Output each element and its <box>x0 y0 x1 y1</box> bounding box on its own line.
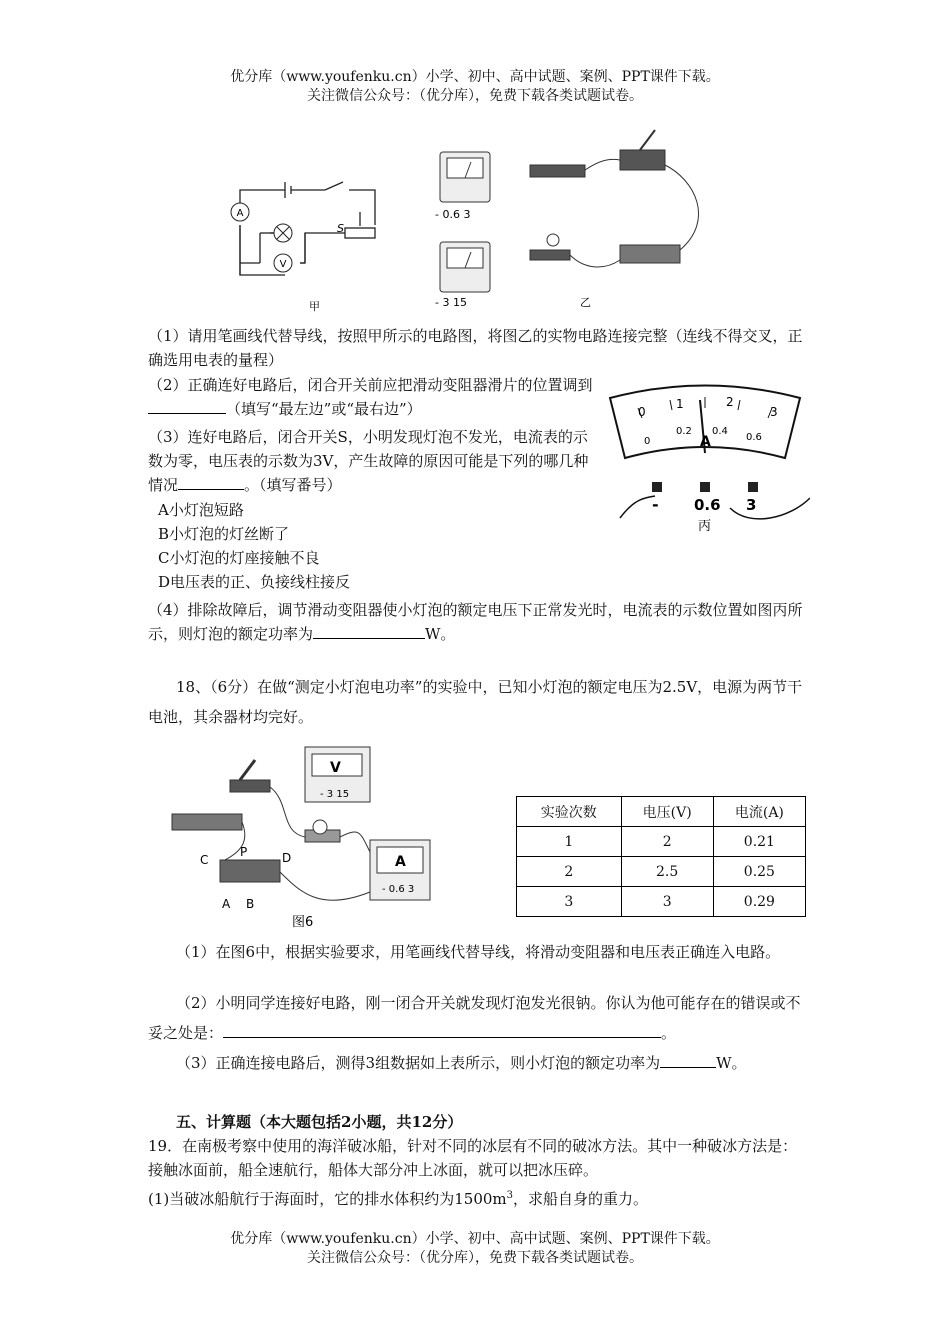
q18-part3-text: （3）正确连接电路后，测得3组数据如上表所示，则小灯泡的额定功率为 <box>176 1054 661 1072</box>
table-row <box>517 887 806 917</box>
table-row <box>517 857 806 887</box>
dial-bottom-2: 0.4 <box>712 426 728 437</box>
fig6-v-scale: - 3 15 <box>320 789 350 800</box>
switch-label: S <box>337 222 344 235</box>
table-header-row <box>517 797 806 827</box>
fig6-label: 图6 <box>292 915 314 930</box>
header-line-1: 优分库（www.youfenku.cn）小学、初中、高中试题、案例、PPT课件下载。 <box>230 69 720 85</box>
dial-bottom-1: 0.2 <box>676 426 692 437</box>
fig6-letter-p: P <box>240 845 248 859</box>
dial-unit: A <box>700 434 711 450</box>
figure-bing-label: 丙 <box>698 519 712 534</box>
dial-top-1: 1 <box>676 397 684 411</box>
fig6-ammeter: A <box>395 854 406 870</box>
voltmeter-device <box>440 242 490 292</box>
table-cell: 0.25 <box>713 857 805 887</box>
figure-jia-label: 甲 <box>309 300 320 313</box>
q18-blank-2[interactable] <box>223 1023 661 1038</box>
fig6-letter-c: C <box>200 853 209 867</box>
q18-intro: 18、（6分）在做“测定小灯泡电功率”的实验中，已知小灯泡的额定电压为2.5V，电源为两节干电池，其余器材均完好。 <box>148 678 803 726</box>
voltmeter-letter: V <box>279 259 287 270</box>
figure-yi-label: 乙 <box>580 296 591 309</box>
figure-6 <box>160 742 435 934</box>
circuit-figure-top <box>225 120 725 320</box>
dial-top-2: 2 <box>726 395 734 409</box>
table-header: 电流(A) <box>713 797 805 827</box>
q19-part1-text: (1)当破冰船航行于海面时，它的排水体积约为1500m <box>148 1190 507 1208</box>
page-header <box>0 68 950 106</box>
q18-part3-unit: W。 <box>716 1054 747 1072</box>
header-line-2: 关注微信公众号：（优分库），免费下载各类试题试卷。 <box>307 88 643 104</box>
q17-blank-4[interactable] <box>313 624 425 639</box>
q17-options <box>158 498 598 594</box>
meter1-scale: - 0.6 3 <box>435 208 471 221</box>
footer-line-1: 优分库（www.youfenku.cn）小学、初中、高中试题、案例、PPT课件下载。 <box>230 1231 720 1247</box>
q19-intro: 19．在南极考察中使用的海洋破冰船，针对不同的冰层有不同的破冰方法。其中一种破冰方法是：接触冰面前，船全速航行，船体大部分冲上冰面，就可以把冰压碎。 <box>148 1137 798 1179</box>
option-d: D电压表的正、负接线柱接反 <box>158 573 351 591</box>
q17-part3 <box>148 425 593 497</box>
section5-title: 五、计算题（本大题包括2小题，共12分） <box>176 1113 463 1131</box>
q17-part2-hint: （填写“最左边”或“最右边”） <box>226 400 422 418</box>
q18-part2-text: （2）小明同学连接好电路，刚一闭合开关就发现灯泡发光很钠。你认为他可能存在的错误或不妥之处是： <box>148 994 801 1042</box>
q18-part2 <box>148 988 808 1048</box>
ammeter-device <box>440 152 490 202</box>
q17-blank-2[interactable] <box>148 399 226 414</box>
dial-bottom-0: 0 <box>644 436 651 447</box>
q19-part1-end: ，求船自身的重力。 <box>513 1190 649 1208</box>
table-header: 实验次数 <box>517 797 622 827</box>
table-cell: 2 <box>517 857 622 887</box>
q17-part4-text: （4）排除故障后，调节滑动变阻器使小灯泡的额定电压下正常发光时，电流表的示数位置如图丙所示，则灯泡的额定功率为 <box>148 601 803 643</box>
q19-superscript: 3 <box>506 1190 514 1201</box>
q18-blank-3[interactable] <box>660 1053 716 1068</box>
q17-part3-text: （3）连好电路后，闭合开关S，小明发现灯泡不发光，电流表的示数为零，电压表的示数为3V，产生故障的原因可能是下列的哪几种情况 <box>148 428 589 494</box>
table-cell: 0.21 <box>713 827 805 857</box>
q17-part1: （1）请用笔画线代替导线，按照甲所示的电路图，将图乙的实物电路连接完整（连线不得交叉，正确选用电表的量程） <box>148 327 803 369</box>
fig6-letter-d: D <box>282 851 292 865</box>
footer-line-2: 关注微信公众号：（优分库），免费下载各类试题试卷。 <box>307 1250 643 1266</box>
q17-part2-text: （2）正确连好电路后，闭合开关前应把滑动变阻器滑片的位置调到 <box>148 376 593 394</box>
table-header: 电压(V) <box>621 797 713 827</box>
option-b: B小灯泡的灯丝断了 <box>158 525 290 543</box>
table-cell: 3 <box>621 887 713 917</box>
ammeter-dial-bing <box>600 378 810 538</box>
table-row <box>517 827 806 857</box>
q18-part1: （1）在图6中，根据实验要求，用笔画线代替导线，将滑动变阻器和电压表正确连入电路。 <box>176 943 781 961</box>
q17-part4 <box>148 598 808 646</box>
q17-part4-unit: W。 <box>425 625 456 643</box>
table-cell: 0.29 <box>713 887 805 917</box>
terminal-06: 0.6 <box>694 496 721 514</box>
table-cell: 1 <box>517 827 622 857</box>
q17-part3-hint: 。（填写番号） <box>244 476 342 494</box>
apparatus-yi <box>530 130 699 267</box>
table-cell: 2 <box>621 827 713 857</box>
fig6-letter-b: B <box>246 897 255 911</box>
dial-top-0: 0 <box>638 405 646 419</box>
q18-part2-end: 。 <box>661 1024 677 1042</box>
dial-top-3: 3 <box>770 405 778 419</box>
fig6-a-scale: - 0.6 3 <box>382 884 415 895</box>
table-cell: 2.5 <box>621 857 713 887</box>
dial-bottom-3: 0.6 <box>746 432 762 443</box>
option-a: A小灯泡短路 <box>158 501 244 519</box>
terminal-neg: - <box>652 495 659 514</box>
q17-blank-3[interactable] <box>178 475 244 490</box>
q17-part2 <box>148 373 593 421</box>
q18-data-table <box>516 796 806 917</box>
fig6-voltmeter: V <box>330 760 341 776</box>
q18-part3 <box>148 1048 808 1078</box>
terminal-3: 3 <box>746 496 757 514</box>
table-cell: 3 <box>517 887 622 917</box>
q19-part1 <box>148 1184 808 1211</box>
meter2-scale: - 3 15 <box>435 296 467 309</box>
ammeter-letter: A <box>236 208 244 219</box>
option-c: C小灯泡的灯座接触不良 <box>158 549 320 567</box>
fig6-letter-a: A <box>222 897 231 911</box>
page-footer <box>0 1230 950 1268</box>
